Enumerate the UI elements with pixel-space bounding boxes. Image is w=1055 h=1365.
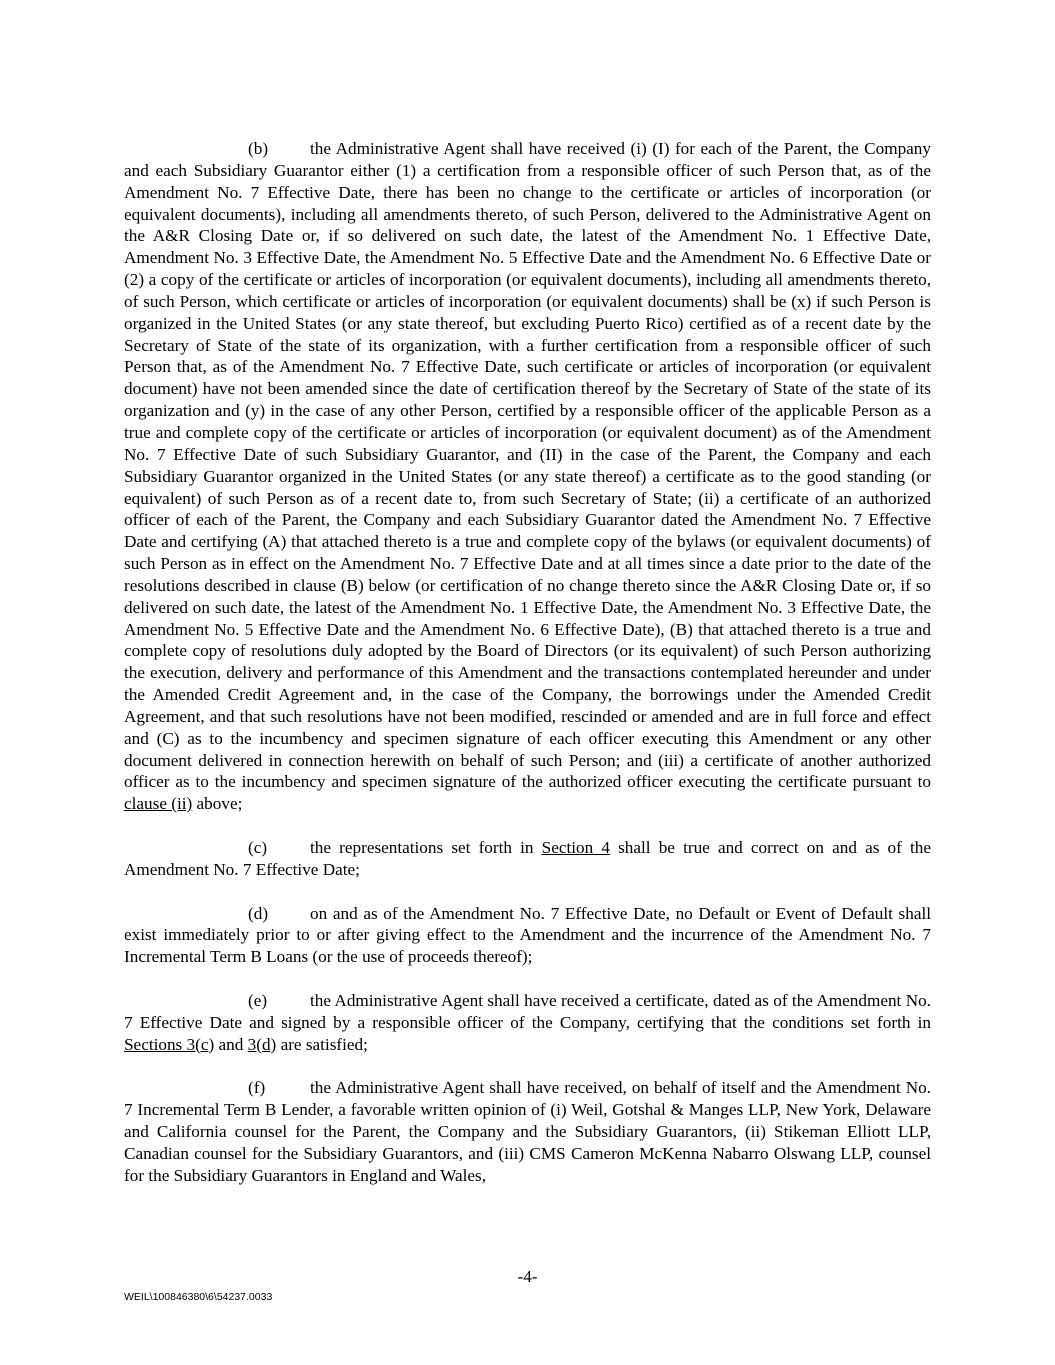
- cross-reference: Sections 3(c): [124, 1034, 215, 1054]
- cross-reference: 3(d): [247, 1034, 277, 1054]
- paragraph-d: [124, 903, 931, 969]
- paragraph-b: [124, 138, 931, 815]
- paragraph-text: the Administrative Agent shall have received (i) (I) for each of the Parent, the Company and each Subsidiary Guarantor either (1) a certification from a responsible officer of such Person that, as of the Amendment No. 7 Effective Date, there has been no change to the certificate or articles of incorporation (or equivalent documents), including all amendments thereto, of such Person, delivered to the Administrative Agent on the A&R Closing Date or, if so delivered on such date, the latest of the Amendment No. 1 Effective Date, Amendment No. 3 Effective Date, the Amendment No. 5 Effective Date and the Amendment No. 6 Effective Date or (2) a copy of the certificate or articles of incorporation (or equivalent documents), including all amendments thereto, of such Person, which certificate or articles of incorporation (or equivalent documents) shall be (x) if such Person is organized in the United States (or any state thereof, but excluding Puerto Rico) certified as of a recent date by the Secretary of State of the state of its organization, with a further certification from a responsible officer of such Person that, as of the Amendment No. 7 Effective Date, such certificate or articles of incorporation (or equivalent document) have not been amended since the date of certification thereof by the Secretary of State of the state of its organization and (y) in the case of any other Person, certified by a responsible officer of the applicable Person as a true and complete copy of the certificate or articles of incorporation (or equivalent document) as of the Amendment No. 7 Effective Date of such Subsidiary Guarantor, and (II) in the case of the Parent, the Company and each Subsidiary Guarantor organized in the United States (or any state thereof) a certificate as to the good standing (or equivalent) of such Person as of a recent date to, from such Secretary of State; (ii) a certificate of an authorized officer of each of the Parent, the Company and each Subsidiary Guarantor dated the Amendment No. 7 Effective Date and certifying (A) that attached thereto is a true and complete copy of the bylaws (or equivalent documents) of such Person as in effect on the Amendment No. 7 Effective Date and at all times since a date prior to the date of the resolutions described in clause (B) below (or certification of no change thereto since the A&R Closing Date or, if so delivered on such date, the latest of the Amendment No. 1 Effective Date, the Amendment No. 3 Effective Date, the Amendment No. 5 Effective Date and the Amendment No. 6 Effective Date), (B) that attached thereto is a true and complete copy of resolutions duly adopted by the Board of Directors (or its equivalent) of such Person authorizing the execution, delivery and performance of this Amendment and the transactions contemplated hereunder and under the Amended Credit Agreement and, in the case of the Company, the borrowings under the Amended Credit Agreement, and that such resolutions have not been modified, rescinded or amended and are in full force and effect and (C) as to the incumbency and specimen signature of each officer executing this Amendment or any other document delivered in connection herewith on behalf of such Person; and (iii) a certificate of another authorized officer as to the incumbency and specimen signature of the authorized officer executing the certificate pursuant to: [124, 139, 931, 792]
- paragraph-text: the Administrative Agent shall have received, on behalf of itself and the Amendment No. 7 Incremental Term B Lender, a favorable written opinion of (i) Weil, Gotshal & Manges LLP, New York, Delaware and California counsel for the Parent, the Company and the Subsidiary Guarantors, (ii) Stikeman Elliott LLP, Canadian counsel for the Subsidiary Guarantors, and (iii) CMS Cameron McKenna Nabarro Olswang LLP, counsel for the Subsidiary Guarantors in England and Wales,: [124, 1078, 931, 1185]
- paragraph-e: [124, 990, 931, 1056]
- paragraph-text: and: [218, 1034, 244, 1054]
- paragraph-f: [124, 1077, 931, 1186]
- paragraph-label: (b): [248, 139, 269, 158]
- paragraph-text: above;: [196, 794, 243, 814]
- paragraph-c: [124, 837, 931, 881]
- paragraph-text: are satisfied;: [280, 1034, 368, 1054]
- paragraph-text: shall be true and correct on and as of the Amendment No. 7 Effective Date;: [124, 838, 931, 879]
- document-id: WEIL\100846380\6\54237.0033: [124, 1291, 273, 1303]
- paragraph-text: the representations set forth in: [310, 838, 534, 857]
- paragraph-label: (e): [248, 990, 268, 1010]
- paragraph-text: on and as of the Amendment No. 7 Effective Date, no Default or Event of Default shall exist immediately prior to or after giving effect to the Amendment and the incurrence of the Amendment No. 7 Incremental Term B Loans (or the use of proceeds thereof);: [124, 903, 931, 967]
- cross-reference: clause (ii): [124, 794, 193, 814]
- page-number: -4-: [517, 1267, 538, 1286]
- cross-reference: Section 4: [541, 838, 610, 857]
- paragraph-label: (f): [248, 1078, 266, 1098]
- paragraph-text: the Administrative Agent shall have received a certificate, dated as of the Amendment No. 7 Effective Date and signed by a responsible officer of the Company, certifying that the conditions set forth in: [124, 990, 931, 1032]
- paragraph-label: (d): [248, 903, 269, 923]
- paragraph-label: (c): [248, 838, 268, 857]
- document-body: [124, 138, 931, 1187]
